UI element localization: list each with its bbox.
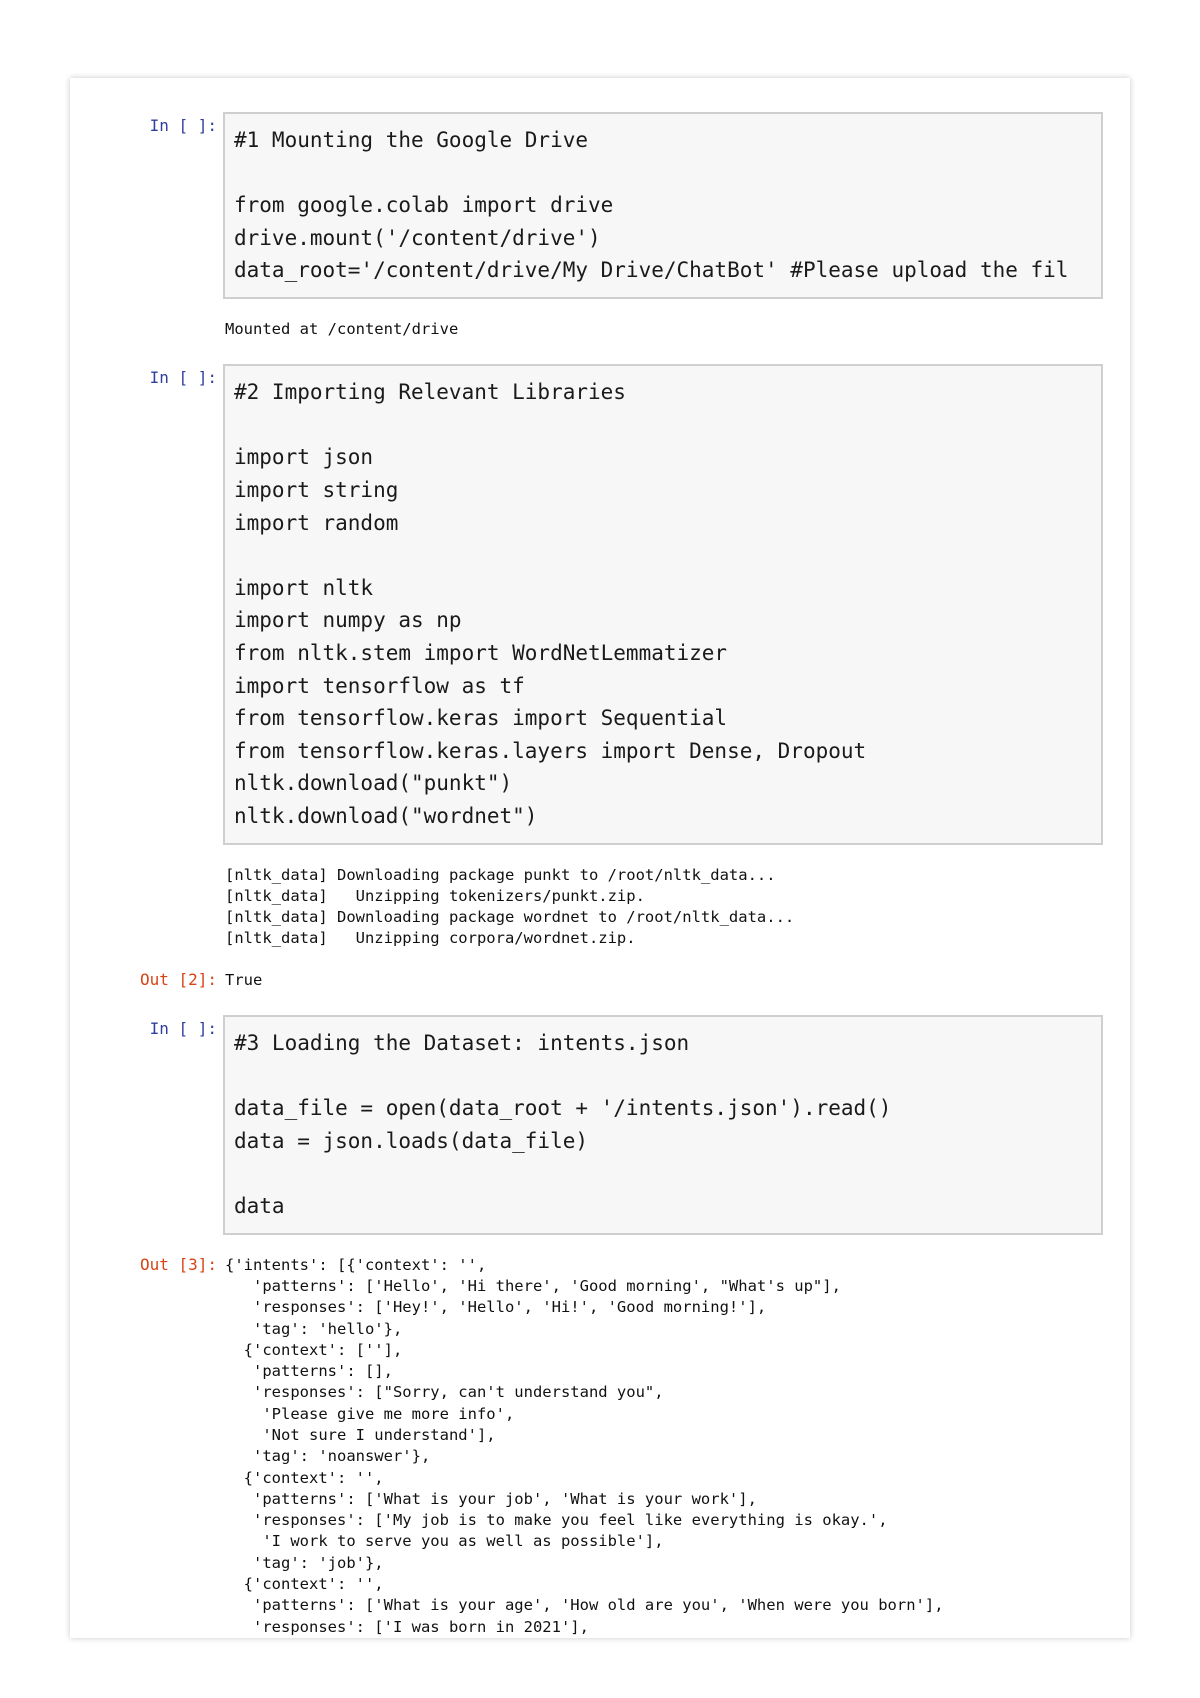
- cell-2: [70, 364, 1130, 844]
- output-line: 'responses': ['Hey!', 'Hello', 'Hi!', 'Good morning!'],: [225, 1298, 767, 1317]
- output-line: True: [225, 970, 263, 989]
- notebook-page: [70, 78, 1130, 1638]
- cell-2-stream: [70, 865, 1130, 950]
- code-line: [234, 157, 1092, 190]
- code-line: from tensorflow.keras import Sequential: [234, 706, 728, 731]
- output-line: 'tag': 'noanswer'},: [225, 1447, 431, 1466]
- output-line: Mounted at /content/drive: [225, 319, 459, 338]
- output-line: {'context': [''],: [225, 1340, 403, 1359]
- output-line: {'intents': [{'context': '',: [225, 1255, 487, 1274]
- code-line: #2 Importing Relevant Libraries: [234, 380, 626, 405]
- code-line: #1 Mounting the Google Drive: [234, 128, 589, 152]
- execute-result: [223, 1255, 1105, 1638]
- output-line: [nltk_data] Unzipping corpora/wordnet.zip.: [225, 929, 636, 948]
- cell-1: [70, 112, 1130, 299]
- code-line: drive.mount('/content/drive'): [234, 225, 601, 250]
- code-line: nltk.download("wordnet"): [234, 803, 538, 828]
- output-line: 'Please give me more info',: [225, 1404, 515, 1423]
- output-prompt: Out [3]:: [139, 1254, 217, 1274]
- output-prompt: Out [2]:: [139, 969, 217, 989]
- code-line: data_file = open(data_root + '/intents.json').read(): [234, 1096, 892, 1121]
- output-line: 'I work to serve you as well as possible'],: [225, 1532, 664, 1551]
- code-line: data_root='/content/drive/My Drive/ChatBot' #Please upload the fil: [234, 258, 1069, 283]
- code-cell-2[interactable]: [223, 364, 1103, 844]
- code-line: import random: [234, 510, 399, 535]
- output-line: 'responses': ["Sorry, can't understand you",: [225, 1383, 664, 1402]
- cell-3-result: [70, 1255, 1130, 1638]
- notebook: [70, 112, 1130, 1638]
- code-line: [234, 539, 1092, 572]
- code-line: from nltk.stem import WordNetLemmatizer: [234, 641, 728, 666]
- code-line: from tensorflow.keras.layers import Dense, Dropout: [234, 738, 867, 763]
- output-line: 'patterns': ['What is your job', 'What is your work'],: [225, 1489, 757, 1508]
- output-line: 'responses': ['I was born in 2021'],: [225, 1617, 589, 1636]
- code-line: from google.colab import drive: [234, 193, 614, 218]
- output-line: 'patterns': [],: [225, 1362, 393, 1381]
- cell-1-output: [70, 319, 1130, 340]
- code-line: data: [234, 1194, 285, 1219]
- output-line: [nltk_data] Downloading package wordnet to /root/nltk_data...: [225, 908, 795, 927]
- code-line: #3 Loading the Dataset: intents.json: [234, 1031, 690, 1056]
- output-line: 'tag': 'hello'},: [225, 1319, 403, 1338]
- code-line: import numpy as np: [234, 608, 462, 633]
- code-line: data = json.loads(data_file): [234, 1128, 589, 1153]
- input-prompt: In [ ]:: [149, 1019, 217, 1039]
- code-cell-3[interactable]: [223, 1015, 1103, 1235]
- stream-output: [223, 865, 1105, 950]
- output-line: 'Not sure I understand'],: [225, 1426, 496, 1444]
- output-line: 'patterns': ['What is your age', 'How old are you', 'When were you born'],: [225, 1596, 944, 1615]
- code-line: [234, 1157, 1092, 1190]
- output-line: [nltk_data] Downloading package punkt to /root/nltk_data...: [225, 865, 776, 884]
- code-line: [234, 409, 1092, 442]
- execute-result: [223, 970, 1105, 991]
- output-line: {'context': '',: [225, 1468, 384, 1487]
- output-line: 'tag': 'job'},: [225, 1553, 384, 1572]
- code-line: import json: [234, 445, 374, 470]
- code-line: nltk.download("punkt"): [234, 771, 513, 796]
- output-line: 'patterns': ['Hello', 'Hi there', 'Good morning', "What's up"],: [225, 1276, 841, 1295]
- code-line: import tensorflow as tf: [234, 673, 525, 698]
- code-cell-1[interactable]: [223, 112, 1103, 299]
- input-prompt: In [ ]:: [149, 368, 217, 388]
- input-prompt: In [ ]:: [149, 116, 217, 135]
- cell-2-result: [70, 970, 1130, 991]
- code-line: import string: [234, 478, 399, 503]
- code-line: [234, 1060, 1092, 1093]
- output-line: 'responses': ['My job is to make you feel like everything is okay.',: [225, 1511, 888, 1530]
- code-line: import nltk: [234, 575, 374, 600]
- output-line: {'context': '',: [225, 1575, 384, 1594]
- cell-3: [70, 1015, 1130, 1235]
- stream-output: [223, 319, 1105, 340]
- output-line: [nltk_data] Unzipping tokenizers/punkt.zip.: [225, 886, 645, 905]
